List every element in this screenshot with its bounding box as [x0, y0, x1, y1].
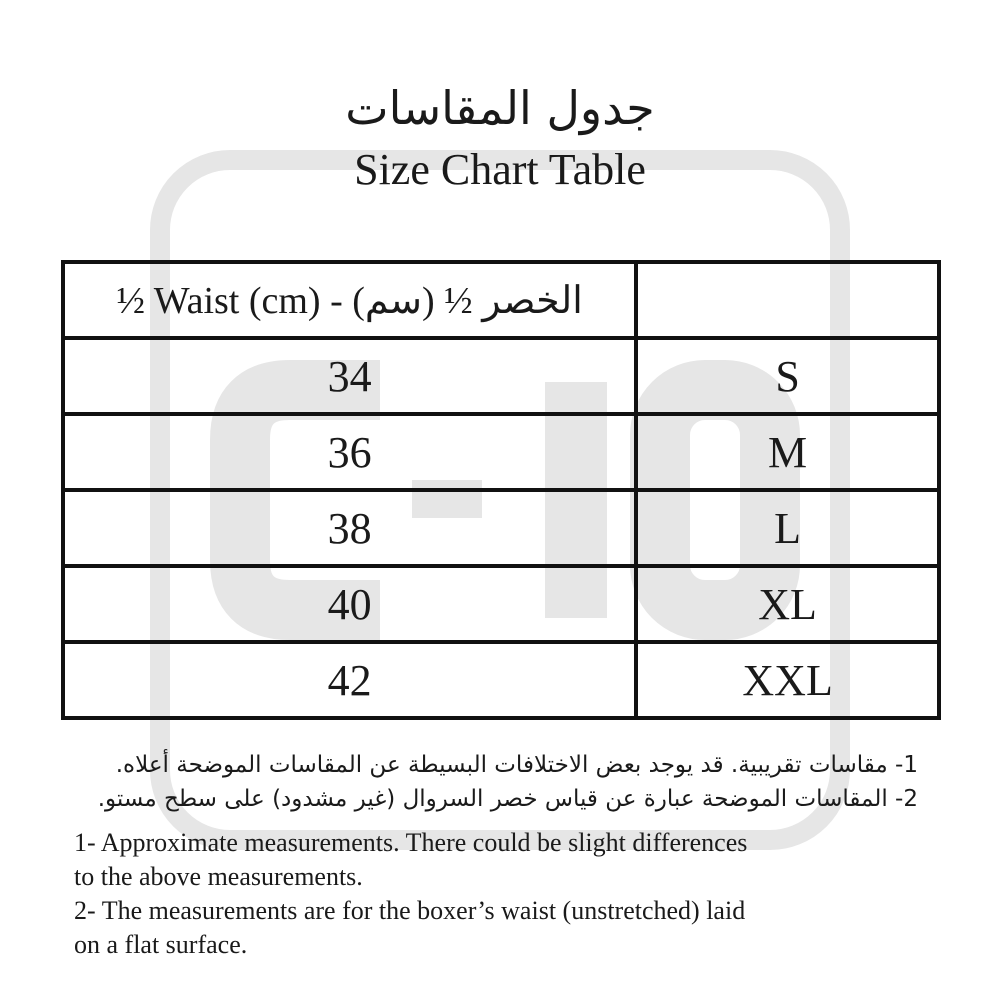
- header-size: [636, 262, 939, 338]
- size-value: S: [636, 338, 939, 414]
- size-value: XXL: [636, 642, 939, 718]
- note-en-line: on a flat surface.: [74, 930, 248, 959]
- size-value: XL: [636, 566, 939, 642]
- waist-value: 40: [63, 566, 636, 642]
- size-chart-table: [61, 260, 941, 720]
- table-row: [63, 566, 939, 642]
- size-value: M: [636, 414, 939, 490]
- table-row: [63, 490, 939, 566]
- size-value: L: [636, 490, 939, 566]
- note-en-line: 2- The measurements are for the boxer’s waist (unstretched) laid: [74, 896, 746, 925]
- title-arabic: جدول المقاسات: [345, 81, 655, 135]
- header-waist: ½ Waist (cm) - (سم) ½ الخصر: [63, 262, 636, 338]
- note-ar-line: 1- مقاسات تقريبية. قد يوجد بعض الاختلافات البسيطة عن المقاسات الموضحة أعلاه.: [115, 752, 918, 778]
- table-row: [63, 414, 939, 490]
- waist-value: 38: [63, 490, 636, 566]
- waist-value: 42: [63, 642, 636, 718]
- title-english: Size Chart Table: [354, 145, 646, 194]
- waist-value: 34: [63, 338, 636, 414]
- table-row: [63, 338, 939, 414]
- waist-value: 36: [63, 414, 636, 490]
- table-row: [63, 642, 939, 718]
- notes-english: [74, 826, 954, 962]
- note-en-line: to the above measurements.: [74, 862, 363, 891]
- notes-arabic: [60, 748, 918, 816]
- note-ar-line: 2- المقاسات الموضحة عبارة عن قياس خصر السروال (غير مشدود) على سطح مستو.: [97, 786, 918, 812]
- table-header-row: [63, 262, 939, 338]
- note-en-line: 1- Approximate measurements. There could be slight differences: [74, 828, 748, 857]
